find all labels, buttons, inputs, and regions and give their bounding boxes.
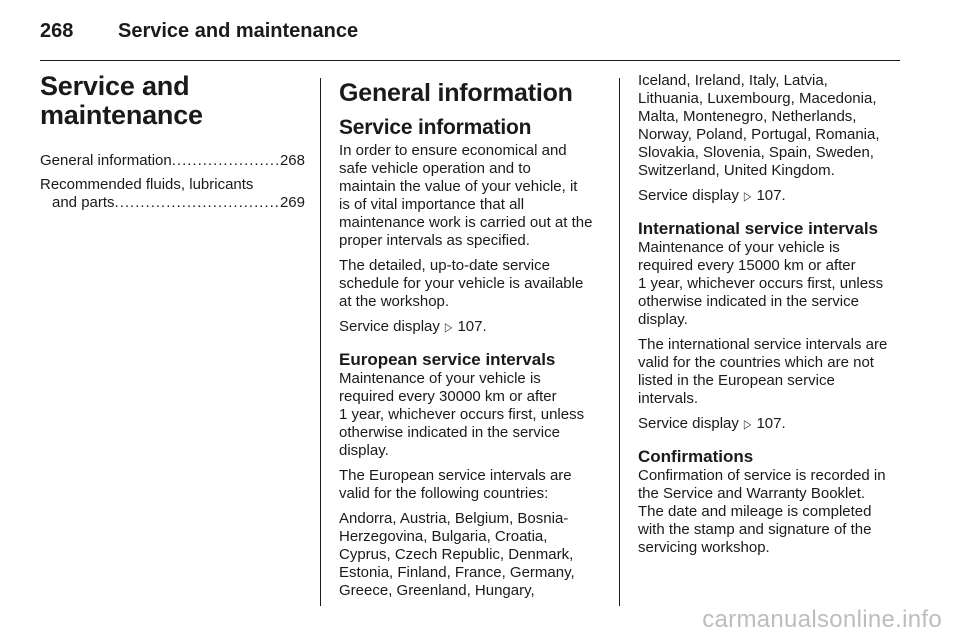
text-line: at the workshop.	[339, 293, 450, 310]
text-line: The detailed, up-to-date service	[339, 257, 550, 274]
paragraph	[339, 257, 605, 311]
reference-text: Service display	[638, 415, 739, 432]
reference-service-display[interactable]	[638, 415, 904, 433]
reference-arrow-icon: ▷	[743, 417, 752, 431]
text-line: 1 year, whichever occurs first, unless	[638, 275, 884, 292]
toc-leader	[115, 194, 280, 212]
text-line: Slovakia, Slovenia, Spain, Sweden,	[638, 144, 874, 161]
text-line: maintenance work is carried out at the	[339, 214, 593, 231]
text-line: required every 30000 km or after	[339, 388, 557, 405]
text-line: valid for the countries which are not	[638, 354, 874, 371]
text-line: Iceland, Ireland, Italy, Latvia,	[638, 72, 828, 89]
heading-european-service-intervals: European service intervals	[339, 350, 556, 369]
text-line: Confirmation of service is recorded in	[638, 467, 886, 484]
text-line: Switzerland, United Kingdom.	[638, 162, 835, 179]
text-line: proper intervals as specified.	[339, 232, 530, 249]
reference-page: 107.	[457, 318, 487, 335]
heading-general-information: General information	[339, 79, 573, 107]
paragraph	[339, 467, 605, 503]
text-line: Herzegovina, Bulgaria, Croatia,	[339, 528, 548, 545]
text-line: The date and mileage is completed	[638, 503, 872, 520]
text-line: is of vital importance that all	[339, 196, 525, 213]
text-line: display.	[638, 311, 688, 328]
toc-label: and parts	[52, 194, 115, 211]
reference-page: 107.	[756, 415, 786, 432]
paragraph-country-list	[638, 72, 904, 180]
paragraph	[638, 336, 904, 408]
text-line: Cyprus, Czech Republic, Denmark,	[339, 546, 574, 563]
text-line: 1 year, whichever occurs first, unless	[339, 406, 585, 423]
toc-label: General information	[40, 152, 172, 169]
text-line: with the stamp and signature of the	[638, 521, 872, 538]
paragraph	[638, 239, 904, 329]
column-divider-2	[619, 78, 620, 606]
paragraph	[339, 142, 605, 250]
text-line: required every 15000 km or after	[638, 257, 856, 274]
toc-page: 268	[279, 152, 305, 169]
reference-text: Service display	[339, 318, 440, 335]
text-line: safe vehicle operation and to	[339, 160, 531, 177]
text-line: Estonia, Finland, France, Germany,	[339, 564, 575, 581]
heading-service-information: Service information	[339, 116, 532, 139]
paragraph-country-list	[339, 510, 605, 600]
paragraph	[339, 370, 605, 460]
heading-international-service-intervals: International service intervals	[638, 219, 878, 238]
reference-service-display[interactable]	[339, 318, 605, 336]
toc-item-recommended-fluids[interactable]	[40, 176, 305, 212]
text-line: The international service intervals are	[638, 336, 888, 353]
reference-text: Service display	[638, 187, 739, 204]
toc-page: 269	[279, 194, 305, 211]
text-line: maintain the value of your vehicle, it	[339, 178, 578, 195]
reference-arrow-icon: ▷	[743, 189, 752, 203]
text-line: schedule for your vehicle is available	[339, 275, 584, 292]
reference-arrow-icon: ▷	[444, 320, 453, 334]
text-line: The European service intervals are	[339, 467, 572, 484]
text-line: listed in the European service	[638, 372, 835, 389]
text-line: servicing workshop.	[638, 539, 770, 556]
text-line: Greece, Greenland, Hungary,	[339, 582, 535, 599]
column-toc	[40, 72, 305, 218]
text-line: display.	[339, 442, 389, 459]
reference-service-display[interactable]	[638, 187, 904, 205]
section-title-line: Service and	[40, 71, 190, 101]
text-line: Maintenance of your vehicle is	[339, 370, 541, 387]
text-line: otherwise indicated in the service	[339, 424, 560, 441]
toc-leader	[172, 152, 280, 170]
text-line: the Service and Warranty Booklet.	[638, 485, 866, 502]
text-line: Lithuania, Luxembourg, Macedonia,	[638, 90, 877, 107]
text-line: otherwise indicated in the service	[638, 293, 859, 310]
text-line: Maintenance of your vehicle is	[638, 239, 840, 256]
header-rule	[40, 60, 900, 61]
text-line: Andorra, Austria, Belgium, Bosnia-	[339, 510, 569, 527]
section-title-line: maintenance	[40, 100, 203, 130]
text-line: valid for the following countries:	[339, 485, 549, 502]
watermark: carmanualsonline.info	[702, 606, 942, 633]
text-line: intervals.	[638, 390, 699, 407]
toc-label: Recommended fluids, lubricants	[40, 176, 254, 193]
column-service-intervals	[638, 72, 904, 564]
text-line: Malta, Montenegro, Netherlands,	[638, 108, 857, 125]
paragraph	[638, 467, 904, 557]
column-divider-1	[320, 78, 321, 606]
text-line: In order to ensure economical and	[339, 142, 567, 159]
heading-confirmations: Confirmations	[638, 447, 754, 466]
reference-page: 107.	[756, 187, 786, 204]
chapter-title: Service and maintenance	[118, 20, 359, 42]
toc-item-general-information[interactable]	[40, 152, 305, 170]
section-title	[40, 72, 305, 130]
column-general-information	[339, 72, 605, 607]
page-number: 268	[40, 20, 74, 42]
text-line: Norway, Poland, Portugal, Romania,	[638, 126, 880, 143]
